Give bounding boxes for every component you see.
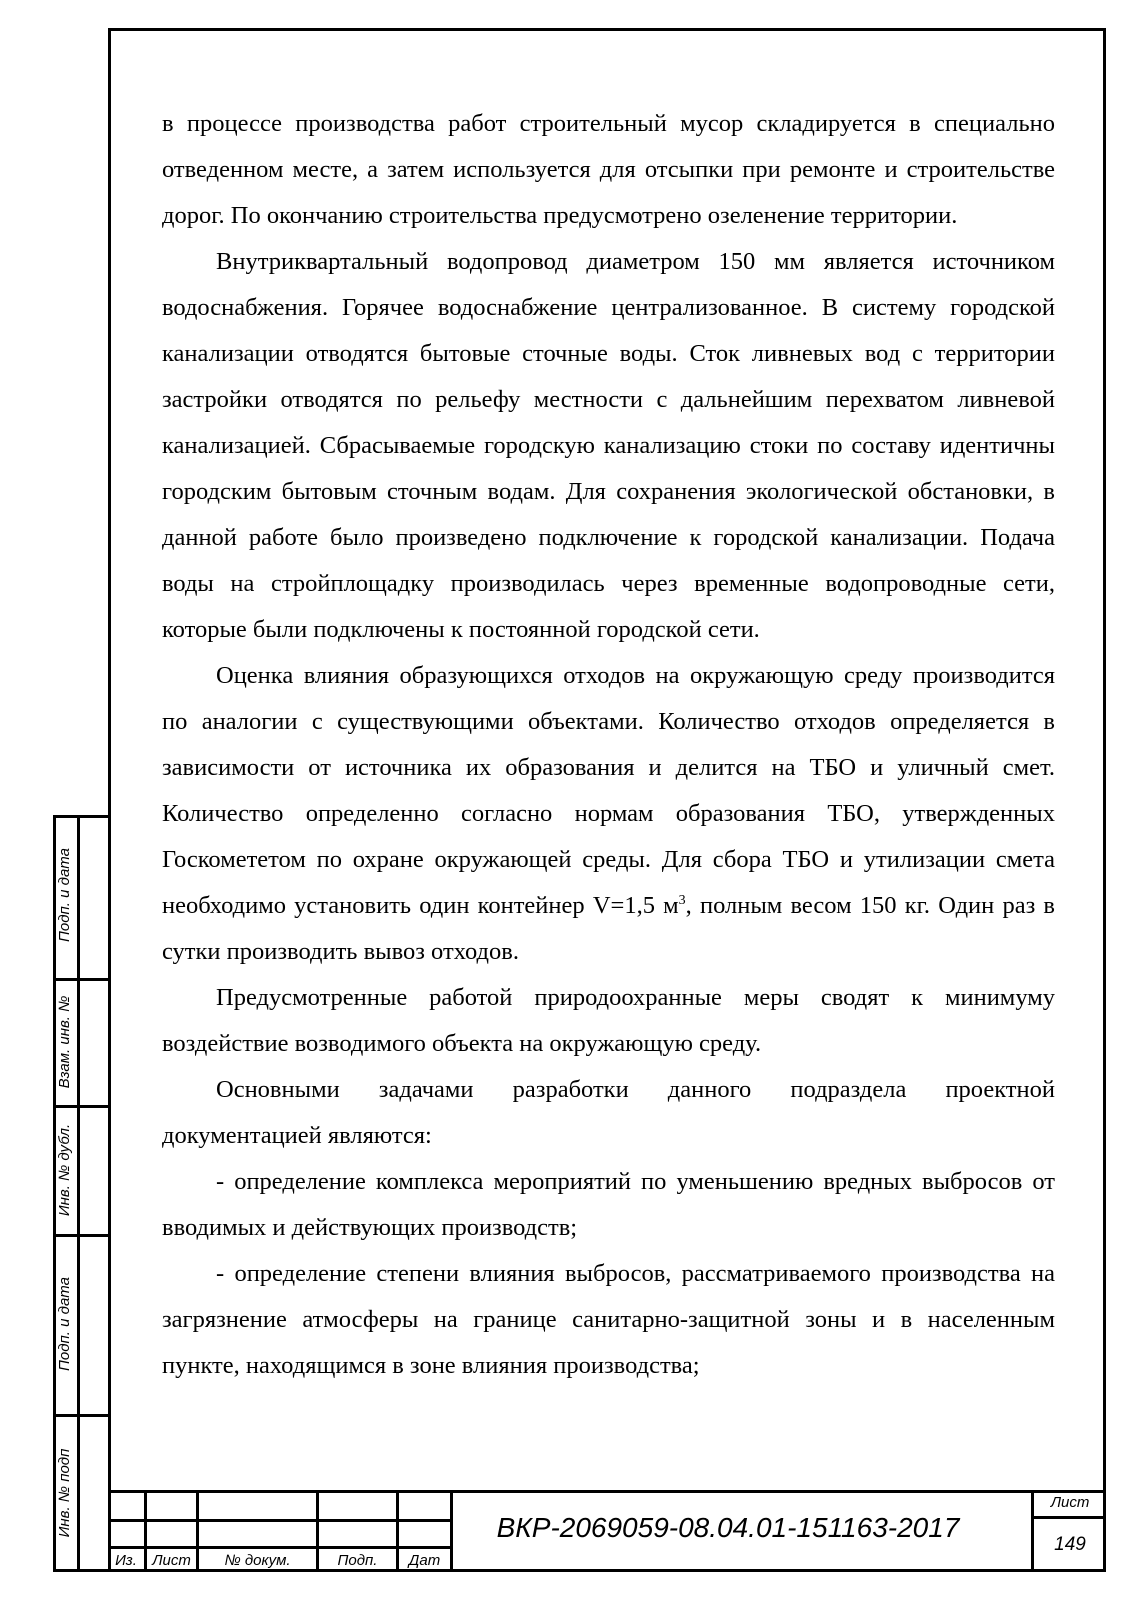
paragraph-3 — [162, 653, 1055, 975]
stamp-label-signature-date: Подп. и дата — [56, 848, 73, 942]
column-label-change: Из. — [115, 1552, 137, 1569]
paragraph-4: Предусмотренные работой природоохранные меры сводят к минимуму воздействие возводимого объекта на окружающую среду. — [162, 984, 1055, 1057]
title-block — [108, 1490, 1106, 1572]
sheet-label: Лист — [1050, 1494, 1090, 1511]
stamp-label-replacement-inventory: Взам. инв. № — [56, 995, 73, 1089]
document-code: ВКР-2069059-08.04.01-151163-2017 — [496, 1512, 960, 1543]
stamp-label-signature-date-2: Подп. и дата — [56, 1277, 73, 1371]
column-label-signature: Подп. — [337, 1552, 378, 1569]
paragraph-1: в процессе производства работ строительный мусор складируется в специально отведенном месте, а затем используется для отсыпки при ремонте и строительстве дорог. По окончанию строительства предусмотрено озеленение территории. — [162, 110, 1055, 229]
stamp-label-duplicate-inventory: Инв. № дубл. — [56, 1123, 73, 1217]
title-block-top-line — [108, 1490, 1106, 1493]
paragraph-3-part-2: , полным весом 150 кг. Один раз в сутки производить вывоз отходов. — [162, 892, 1055, 965]
margin-stamp-divider — [77, 815, 80, 1572]
title-block-row-line — [108, 1546, 453, 1549]
stamp-label-original-inventory: Инв. № подп — [56, 1448, 73, 1538]
paragraph-3-part-1: Оценка влияния образующихся отходов на окружающую среду производится по аналогии с существующими объектами. Количество отходов определяется в зависимости от источника их образования и делится на ТБО и уличный смет. Количество определенно согласно нормам образования ТБО, утвержденных Госкомететом по охране окружающей среды. Для сбора ТБО и утилизации смета необходимо установить один контейнер V=1,5 м — [162, 662, 1055, 919]
title-block-row-line — [108, 1519, 453, 1522]
paragraph-5: Основными задачами разработки данного подраздела проектной документацией являются: — [162, 1076, 1055, 1149]
document-body — [162, 101, 1055, 1389]
superscript-cubic: 3 — [678, 892, 686, 908]
list-item-1: - определение комплекса мероприятий по уменьшению вредных выбросов от вводимых и действующих производств; — [162, 1168, 1055, 1241]
column-label-document: № докум. — [224, 1552, 291, 1569]
column-label-date: Дат — [408, 1552, 441, 1569]
sheet-number: 149 — [1054, 1534, 1086, 1555]
column-label-sheet: Лист — [152, 1552, 191, 1569]
paragraph-2: Внутриквартальный водопровод диаметром 150 мм является источником водоснабжения. Горячее водоснабжение централизованное. В систему городской канализации отводятся бытовые сточные воды. Сток ливневых вод с территории застройки отводятся по рельефу местности с дальнейшим перехватом ливневой канализацией. Сбрасываемые городскую канализацию стоки по составу идентичны городским бытовым сточным водам. Для сохранения экологической обстановки, в данной работе было произведено подключение к городской канализации. Подача воды на стройплощадку производилась через временные водопроводные сети, которые были подключены к постоянной городской сети. — [162, 248, 1055, 643]
list-item-2: - определение степени влияния выбросов, рассматриваемого производства на загрязнение атмосферы на границе санитарно-защитной зоны и в населенным пункте, находящимся в зоне влияния производства; — [162, 1260, 1055, 1379]
